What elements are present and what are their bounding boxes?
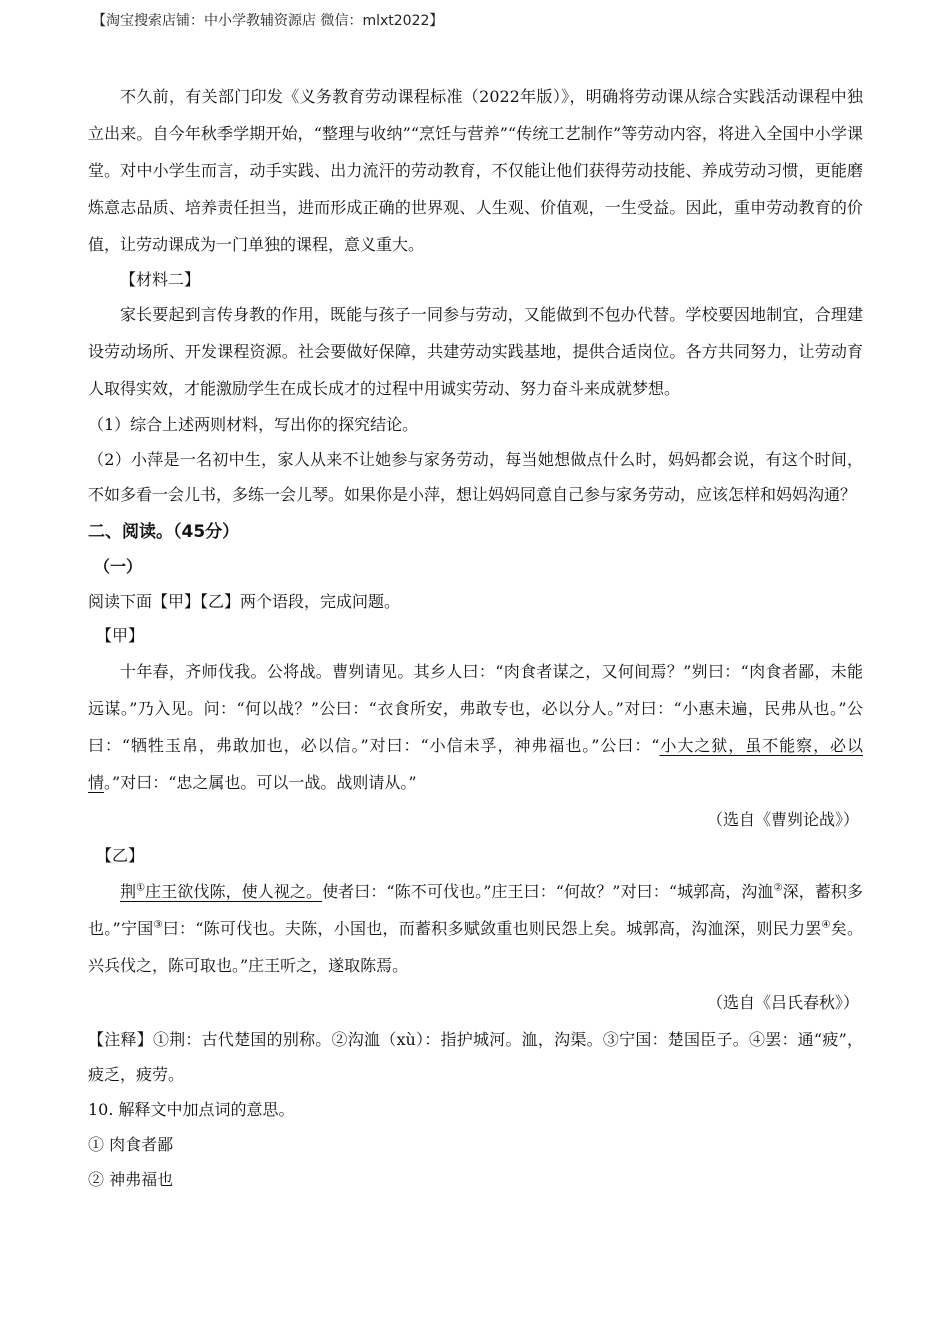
material1-paragraph: 不久前，有关部门印发《义务教育劳动课程标准（2022年版）》，明确将劳动课从综合实践活动课程中独立出来。自今年秋季学期开始，“整理与收纳”“烹饪与营养”“传统工艺制作”等劳动内容，将进入全国中小学课堂。对中小学生而言，动手实践、出力流汗的劳动教育，不仅能让他们获得劳动技能、养成劳动习惯，更能磨炼意志品质、培养责任担当，进而形成正确的世界观、人生观、价值观，一生受益。因此，重申劳动教育的价值，让劳动课成为一门单独的课程，意义重大。 (88, 87, 863, 254)
question-2: （2）小萍是一名初中生，家人从来不让她参与家务劳动，每当她想做点什么时，妈妈都会说，有这个时间，不如多看一会儿书，多练一会儿琴。如果你是小萍，想让妈妈同意自己参与家务劳动，应该怎样和妈妈沟通？ (88, 450, 863, 504)
passage-jia-end: 。”对曰：“忠之属也。可以一战。战则请从。” (104, 773, 417, 792)
passage-yi-source: （选自《吕氏春秋》） (706, 993, 859, 1012)
question-10-item-2: ② 神弗福也 (88, 1170, 174, 1189)
part-1-title: （一） (94, 557, 143, 576)
passage-jia-main: 十年春，齐师伐我。公将战。曹刿请见。其乡人曰：“肉食者谋之，又何间焉？”刿曰：“肉食者鄙，未能远谋。”乃入见。问：“何以战？”公曰：“衣食所安，弗敢专也，必以分人。”对曰：“小惠未遍，民弗从也。”公曰：“牺牲玉帛，弗敢加也，必以信。”对曰：“小信未孚，神弗福也。”公曰：“ (88, 662, 863, 755)
passage-yi-label: 【乙】 (96, 846, 145, 865)
passage-yi-text-d: 矣。兴兵伐之，陈可取也。”庄王听之，遂取陈焉。 (88, 919, 864, 975)
passage-jia-text (88, 653, 863, 801)
passage-yi-text-b: 深，蓄积多也。”宁国 (88, 882, 863, 938)
document-page (88, 78, 863, 1197)
material2-label: 【材料二】 (120, 270, 201, 289)
passage-jia-label: 【甲】 (96, 626, 145, 645)
material2-paragraph: 家长要起到言传身教的作用，既能与孩子一同参与劳动，又能做到不包办代替。学校要因地制宜，合理建设劳动场所、开发课程资源。社会要做好保障，共建劳动实践基地，提供合适岗位。各方共同努力，让劳动育人取得实效，才能激励学生在成长成才的过程中用诚实劳动、努力奋斗来成就梦想。 (88, 305, 863, 398)
section-2-title: 二、阅读。（45分） (88, 522, 240, 542)
note-mark-2: ② (773, 882, 783, 894)
question-1: （1）综合上述两则材料，写出你的探究结论。 (88, 415, 419, 434)
annotation-notes: 【注释】①荆：古代楚国的别称。②沟洫（xù）：指护城河。洫，沟渠。③宁国：楚国臣子。④罢：通“疲”，疲乏，疲劳。 (88, 1030, 863, 1084)
header-note: 【淘宝搜索店铺：中小学教辅资源店 微信：mlxt2022】 (92, 13, 444, 29)
note-mark-3: ③ (153, 919, 163, 931)
reading-instruction: 阅读下面【甲】【乙】两个语段，完成问题。 (88, 592, 401, 611)
passage-yi-text-c: 曰：“陈可伐也。夫陈，小国也，而蓄积多赋敛重也则民怨上矣。城郭高，沟洫深，则民力罢 (162, 919, 822, 938)
question-10-title: 10. 解释文中加点词的意思。 (88, 1100, 295, 1119)
passage-jia-underlined: 小大之狱，虽不能察，必以情 (88, 736, 863, 792)
note-mark-4: ④ (821, 919, 831, 931)
note-mark-1: ① (136, 882, 146, 894)
passage-yi-text (88, 873, 863, 984)
passage-jia-source: （选自《曹刿论战》） (706, 810, 859, 829)
passage-yi-underline-a: 荆①庄王欲伐陈，使人视之。 (120, 882, 323, 901)
question-10-item-1: ① 肉食者鄙 (88, 1135, 174, 1154)
passage-yi-text-a: 使者曰：“陈不可伐也。”庄王曰：“何故？”对曰：“城郭高，沟洫 (322, 882, 774, 901)
